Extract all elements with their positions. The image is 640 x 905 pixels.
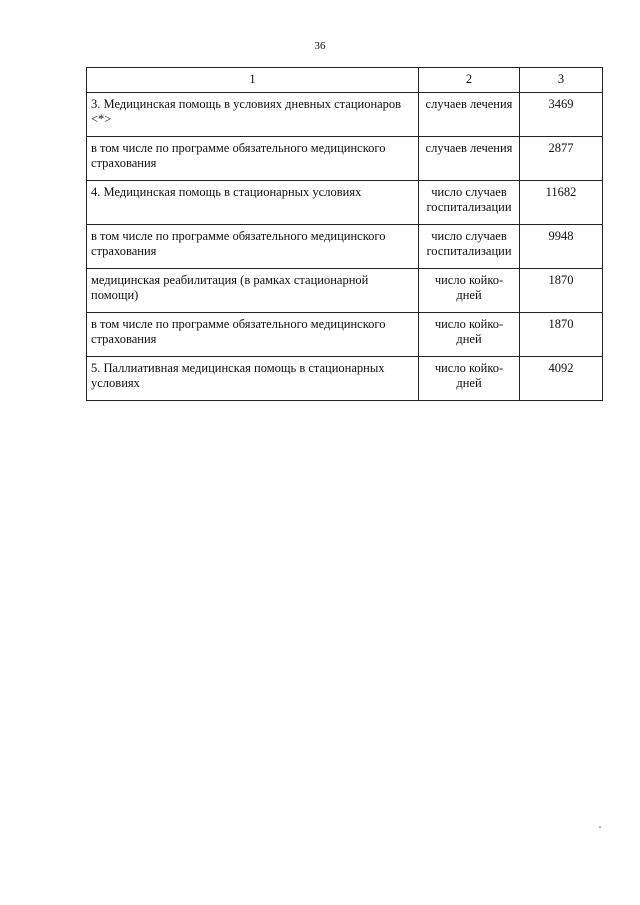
row-unit: число случаев госпитализации: [419, 225, 520, 269]
table-row: [87, 93, 603, 137]
row-unit: число койко-дней: [419, 357, 520, 401]
row-value: 3469: [520, 93, 603, 137]
scan-speck: [599, 826, 601, 828]
row-value: 9948: [520, 225, 603, 269]
data-table: [86, 67, 603, 401]
row-name: медицинская реабилитация (в рамках стационарной помощи): [87, 269, 419, 313]
table-row: [87, 357, 603, 401]
row-value: 1870: [520, 313, 603, 357]
row-name: в том числе по программе обязательного медицинского страхования: [87, 225, 419, 269]
column-header-2: 2: [419, 68, 520, 93]
page-number: 36: [314, 40, 326, 52]
row-unit: случаев лечения: [419, 137, 520, 181]
row-value: 4092: [520, 357, 603, 401]
row-value: 2877: [520, 137, 603, 181]
table-row: [87, 137, 603, 181]
row-value: 11682: [520, 181, 603, 225]
table-row: [87, 313, 603, 357]
row-name: 3. Медицинская помощь в условиях дневных стационаров <*>: [87, 93, 419, 137]
table-row: [87, 225, 603, 269]
row-unit: случаев лечения: [419, 93, 520, 137]
row-value: 1870: [520, 269, 603, 313]
row-name: в том числе по программе обязательного медицинского страхования: [87, 313, 419, 357]
column-header-1: 1: [87, 68, 419, 93]
row-unit: число койко-дней: [419, 269, 520, 313]
table-row: [87, 269, 603, 313]
column-header-3: 3: [520, 68, 603, 93]
table-row: [87, 181, 603, 225]
header-row: [87, 68, 603, 93]
row-unit: число случаев госпитализации: [419, 181, 520, 225]
row-name: 4. Медицинская помощь в стационарных условиях: [87, 181, 419, 225]
row-unit: число койко-дней: [419, 313, 520, 357]
row-name: 5. Паллиативная медицинская помощь в стационарных условиях: [87, 357, 419, 401]
row-name: в том числе по программе обязательного медицинского страхования: [87, 137, 419, 181]
